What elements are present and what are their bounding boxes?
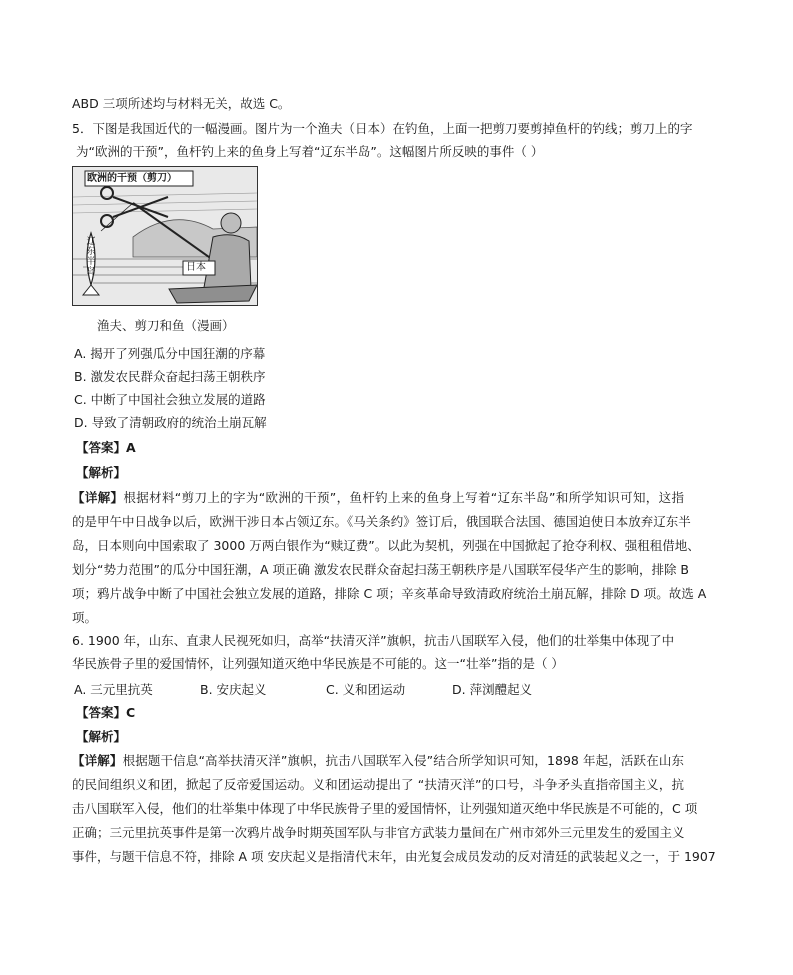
q6-detail-line2: 的民间组织义和团，掀起了反帝爱国运动。义和团运动提出了 “扶清灭洋”的口号，斗争矛头直指帝国主义，抗 <box>72 777 684 792</box>
q5-answer-tag: 【答案】 <box>76 440 127 455</box>
q5-option-a: A. 揭开了列强瓜分中国狂潮的序幕 <box>74 346 266 361</box>
q5-analysis-label: 【解析】 <box>76 465 127 480</box>
q5-detail-line1 <box>72 490 684 506</box>
q6-detail-line5: 事件，与题干信息不符，排除 A 项 安庆起义是指清代末年，由光复会成员发动的反对清廷的武装起义之一，于 1907 <box>72 849 716 864</box>
q6-detail-tag: 【详解】 <box>72 753 123 768</box>
q6-detail-text1: 根据题干信息“高举扶清灭洋”旗帜，抗击八国联军入侵”结合所学知识可知，1898 年起，活跃在山东 <box>122 753 684 768</box>
q6-answer <box>76 705 135 721</box>
q6-option-d: D. 萍浏醴起义 <box>452 682 533 697</box>
q6-detail-line4: 正确；三元里抗英事件是第一次鸦片战争时期英国军队与非官方武装力量间在广州市郊外三元里发生的爱国主义 <box>72 825 685 840</box>
q5-cartoon-image <box>72 166 258 306</box>
q6-analysis-label: 【解析】 <box>76 729 127 744</box>
q5-option-c: C. 中断了中国社会独立发展的道路 <box>74 392 266 407</box>
q5-option-d: D. 导致了清朝政府的统治土崩瓦解 <box>74 415 267 430</box>
q6-stem-line2: 华民族骨子里的爱国情怀，让列强知道灭绝中华民族是不可能的。这一“壮举”指的是（ ） <box>72 656 564 671</box>
q5-stem-line1: 5．下图是我国近代的一幅漫画。图片为一个渔夫（日本）在钓鱼，上面一把剪刀要剪掉鱼杆的钓线；剪刀上的字 <box>72 121 693 136</box>
q5-answer <box>76 440 136 456</box>
q5-detail-line3: 岛，日本则向中国索取了 3000 万两白银作为“赎辽费”。以此为契机，列强在中国掀起了抢夺利权、强租租借地、 <box>72 538 700 553</box>
q5-detail-line2: 的是甲午中日战争以后，欧洲干涉日本占领辽东。《马关条约》签订后，俄国联合法国、德国迫使日本放弃辽东半 <box>72 514 691 529</box>
q6-detail-line3: 击八国联军入侵，他们的壮举集中体现了中华民族骨子里的爱国情怀，让列强知道灭绝中华民族是不可能的，C 项 <box>72 801 698 816</box>
q6-option-c: C. 义和团运动 <box>326 682 406 697</box>
q5-detail-line4: 划分“势力范围”的瓜分中国狂潮，A 项正确 激发农民群众奋起扫荡王朝秩序是八国联军侵华产生的影响，排除 B <box>72 562 690 577</box>
q6-option-b: B. 安庆起义 <box>200 682 267 697</box>
q6-analysis-tag <box>76 729 126 745</box>
q5-detail-text1: 根据材料“剪刀上的字为“欧洲的干预”，鱼杆钓上来的鱼身上写着“辽东半岛”和所学知识可知，这指 <box>123 490 684 505</box>
cartoon-drawing <box>73 167 257 305</box>
q5-detail-line6: 项。 <box>72 610 98 625</box>
cartoon-fisherman-label: 日本 <box>186 262 206 273</box>
q6-option-a: A. 三元里抗英 <box>74 682 153 697</box>
cartoon-scissors-label: 欧洲的干预（剪刀） <box>87 173 177 184</box>
q5-detail-line5: 项；鸦片战争中断了中国社会独立发展的道路，排除 C 项；辛亥革命导致清政府统治土崩瓦解，排除 D 项。故选 A <box>72 586 707 601</box>
q5-answer-value: A <box>126 440 136 455</box>
prev-question-tail: ABD 三项所述均与材料无关，故选 C。 <box>72 96 291 111</box>
q6-detail-line1 <box>72 753 684 769</box>
q5-analysis-tag <box>76 465 126 481</box>
q6-answer-tag: 【答案】 <box>76 705 127 720</box>
q5-cartoon-caption: 渔夫、剪刀和鱼（漫画） <box>97 318 235 333</box>
q5-stem-line2: 为“欧洲的干预”，鱼杆钓上来的鱼身上写着“辽东半岛”。这幅图片所反映的事件（ ） <box>76 144 544 159</box>
q5-detail-tag: 【详解】 <box>72 490 124 505</box>
q6-stem-line1: 6. 1900 年，山东、直隶人民视死如归，高举“扶清灭洋”旗帜，抗击八国联军入侵，他们的壮举集中体现了中 <box>72 633 675 648</box>
q5-option-b: B. 激发农民群众奋起扫荡王朝秩序 <box>74 369 266 384</box>
q6-answer-value: C <box>126 705 136 720</box>
cartoon-fish-label: 辽东半岛 <box>86 237 96 277</box>
